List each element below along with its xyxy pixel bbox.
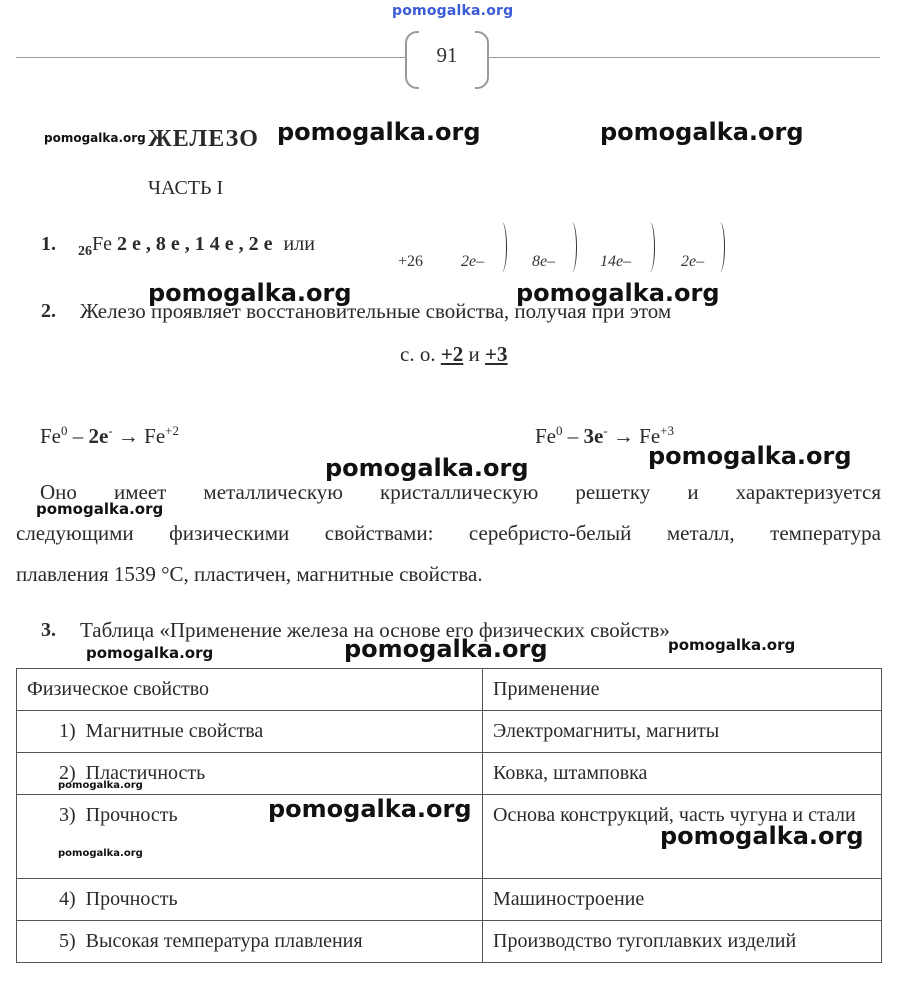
watermark[interactable]: pomogalka.org — [600, 118, 804, 146]
shell-1: 2e– — [461, 253, 485, 270]
shell-4-arc — [715, 222, 725, 272]
header-rule-left — [16, 57, 408, 58]
watermark[interactable]: pomogalka.org — [148, 279, 352, 307]
item1-number: 1. — [41, 233, 56, 255]
watermark[interactable]: pomogalka.org — [58, 848, 143, 859]
property-cell: Прочность — [85, 888, 178, 910]
application-cell: Основа конструкций, часть чугуна и стали — [483, 795, 882, 879]
watermark[interactable]: pomogalka.org — [36, 500, 164, 518]
table-row: 5) Высокая температура плавления Производство тугоплавких изделий — [17, 921, 882, 963]
oxidation-and: и — [468, 342, 480, 366]
nucleus-charge: +26 — [398, 253, 424, 270]
page-number: 91 — [436, 43, 458, 67]
item2-text: Железо проявляет восстановительные свойства, получая при этом — [80, 299, 672, 323]
application-cell: Ковка, штамповка — [483, 753, 882, 795]
shell-1-arc — [497, 222, 507, 272]
watermark[interactable]: pomogalka.org — [277, 118, 481, 146]
properties-paragraph — [16, 472, 881, 595]
table-row: 3) Прочность Основа конструкций, часть чугуна и стали — [17, 795, 882, 879]
header-rule-right — [483, 57, 880, 58]
watermark[interactable]: pomogalka.org — [268, 795, 472, 823]
page-number-box — [405, 31, 489, 89]
watermark[interactable]: pomogalka.org — [516, 279, 720, 307]
shell-2: 8e– — [532, 253, 556, 270]
item1-formula — [78, 233, 315, 260]
oxidation-state-2: +2 — [440, 342, 464, 366]
shell-2-arc — [567, 222, 577, 272]
watermark-top[interactable]: pomogalka.org — [392, 3, 514, 19]
equation-2: $Fe^0 - 3e^- \to Fe^{+3}$ — [535, 423, 675, 448]
item1-shells-text: 2 е , 8 е , 1 4 е , 2 е — [117, 233, 273, 255]
table-header-row — [17, 669, 882, 711]
watermark[interactable]: pomogalka.org — [660, 822, 864, 850]
watermark[interactable]: pomogalka.org — [648, 442, 852, 470]
application-cell: Производство тугоплавких изделий — [483, 921, 882, 963]
equation-1: $Fe^0 - 2e^- \to Fe^{+2}$ — [40, 423, 180, 448]
application-cell: Машиностроение — [483, 879, 882, 921]
paragraph-line-2: следующими физическими свойствами: серебристо-белый металл, температура — [16, 521, 881, 545]
watermark[interactable]: pomogalka.org — [58, 780, 143, 791]
item1-or: или — [283, 233, 315, 255]
oxidation-state-3: +3 — [485, 342, 508, 366]
item1-atomic-number: 26 — [78, 244, 92, 259]
shell-4: 2e– — [681, 253, 705, 270]
item1-symbol: Fe — [92, 233, 112, 255]
item2-number: 2. — [41, 300, 56, 322]
oxidation-prefix: с. о. — [400, 342, 436, 366]
paragraph-line-1: Оно имеет металлическую кристаллическую решетку и характеризуется — [40, 480, 881, 504]
watermark[interactable]: pomogalka.org — [44, 131, 146, 145]
table-row: 2) Пластичность Ковка, штамповка — [17, 753, 882, 795]
shell-3: 14e– — [600, 253, 632, 270]
paragraph-line-3: плавления 1539 °С, пластичен, магнитные свойства. — [16, 562, 483, 586]
property-cell: Прочность — [85, 804, 178, 826]
watermark[interactable]: pomogalka.org — [86, 644, 214, 662]
watermark[interactable]: pomogalka.org — [344, 635, 548, 663]
watermark[interactable]: pomogalka.org — [325, 454, 529, 482]
watermark[interactable]: pomogalka.org — [668, 636, 796, 654]
property-cell: Пластичность — [85, 762, 206, 784]
property-cell: Высокая температура плавления — [85, 930, 363, 952]
page-title: ЖЕЛЕЗО — [148, 126, 259, 152]
table-row: 4) Прочность Машиностроение — [17, 879, 882, 921]
item3-number: 3. — [41, 619, 56, 641]
property-cell: Магнитные свойства — [85, 720, 264, 742]
header-property: Физическое свойство — [17, 669, 483, 711]
table-row: 1) Магнитные свойства Электромагниты, магниты — [17, 711, 882, 753]
part-heading: ЧАСТЬ I — [148, 177, 224, 199]
header-application: Применение — [483, 669, 882, 711]
shell-3-arc — [645, 222, 655, 272]
application-cell: Электромагниты, магниты — [483, 711, 882, 753]
table-caption: Таблица «Применение железа на основе его физических свойств» — [80, 618, 670, 642]
oxidation-states — [400, 342, 508, 367]
